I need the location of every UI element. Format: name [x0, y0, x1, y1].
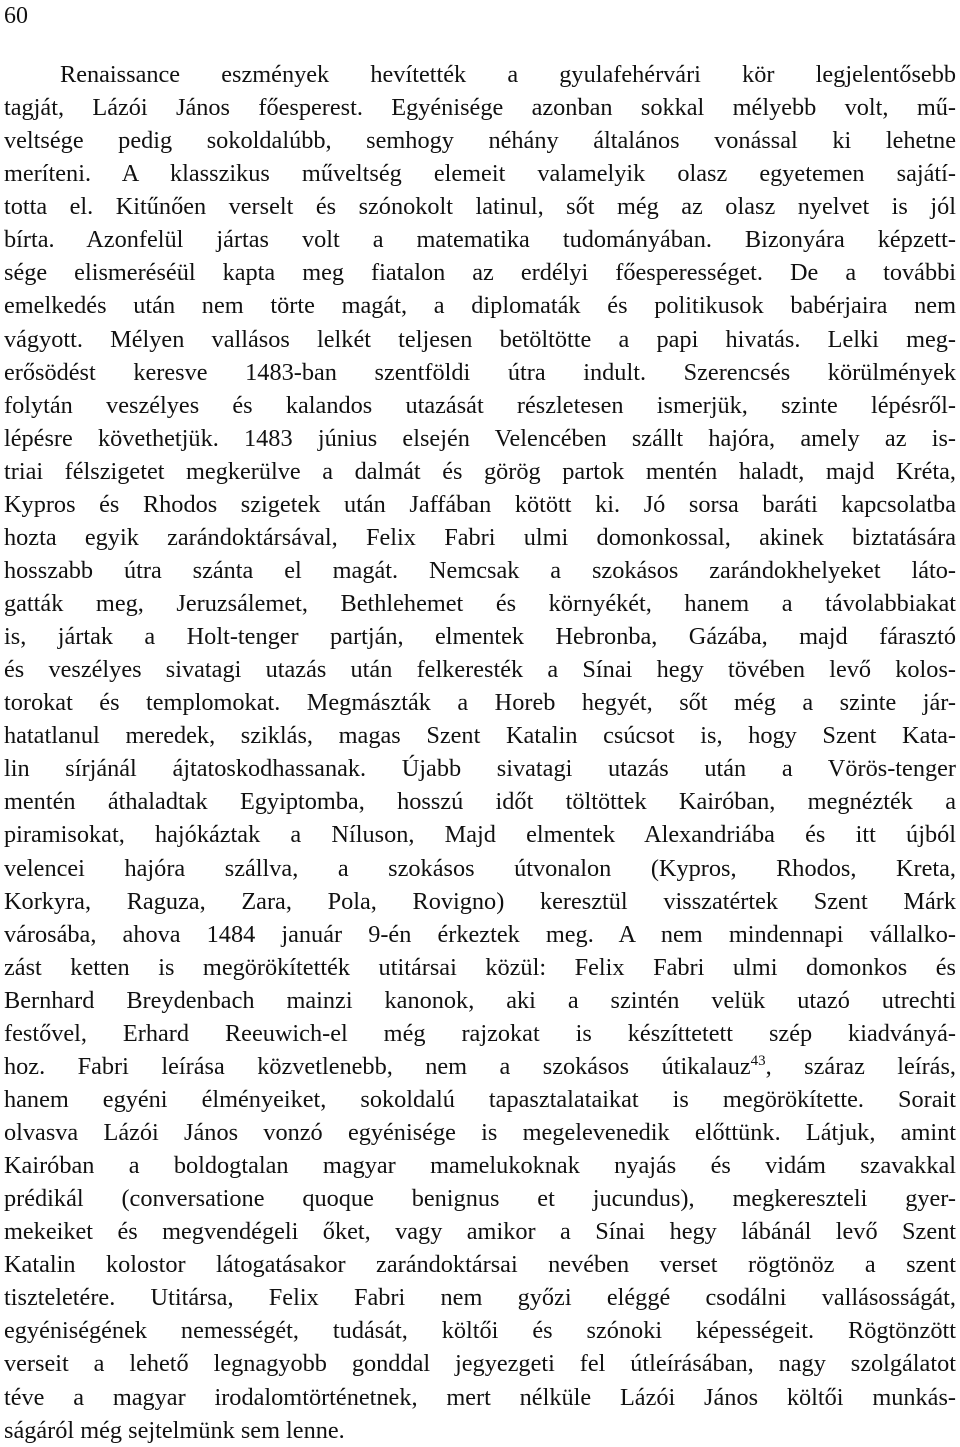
text-line: és veszélyes sivatagi utazás után felkeresték a Sínai hegy tövében levő kolos-: [4, 656, 956, 684]
text-line: olvasva Lázói János vonzó egyénisége is megelevenedik előttünk. Látjuk, amint: [4, 1119, 956, 1146]
text-line: prédikál (conversatione quoque benignus et jucundus), megkereszteli gyer-: [4, 1185, 956, 1213]
text-line: tagját, Lázói János főesperest. Egyénisége azonban sokkal mélyebb volt, mű-: [4, 94, 956, 122]
text-line: folytán veszélyes és kalandos utazását részletesen ismerjük, szinte lépésről-: [4, 391, 956, 419]
text-line: Kypros és Rhodos szigetek után Jaffában kötött ki. Jó sorsa baráti kapcsolatba: [4, 490, 956, 518]
text-line: mekeiket és megvendégeli őket, vagy amikor a Sínai hegy lábánál levő Szent: [4, 1218, 956, 1246]
text-line-with-footnote: [4, 1050, 956, 1083]
text-line: tiszteletére. Utitársa, Felix Fabri nem győzi eléggé csodálni vallásosságát,: [4, 1284, 956, 1312]
text-line: hosszabb útra szánta el magát. Nemcsak a szokásos zarándokhelyeket láto-: [4, 556, 956, 584]
text-line: Renaissance eszmények hevítették a gyulafehérvári kör legjelentősebb: [60, 61, 956, 88]
text-line: emelkedés után nem törte magát, a diplomaták és politikusok babérjaira nem: [4, 292, 956, 320]
text-line: mentén áthaladtak Egyiptomba, hosszú időt töltöttek Kairóban, megnézték a: [4, 788, 956, 816]
text-line: totta el. Kitűnően verselt és szónokolt latinul, sőt még az olasz nyelvet is jól: [4, 193, 956, 221]
text-line: festővel, Erhard Reeuwich-el még rajzokat is készíttetett szép kiadványá-: [4, 1019, 956, 1047]
text-line: Kairóban a boldogtalan magyar mamelukoknak nyajás és vidám szavakkal: [4, 1152, 956, 1180]
text-line: sége elismeréséül kapta meg fiatalon az erdélyi főesperességet. De a további: [4, 259, 956, 287]
text-line: hozta egyik zarándoktársával, Felix Fabri ulmi domonkossal, akinek biztatására: [4, 523, 956, 551]
text-line: velencei hajóra szállva, a szokásos útvonalon (Kypros, Rhodos, Kreta,: [4, 854, 956, 882]
text-line: bírta. Azonfelül jártas volt a matematika tudományában. Bizonyára képzett-: [4, 226, 956, 254]
text-line: lin sírjánál ájtatoskodhassanak. Újabb sivatagi utazás után a Vörös-tenger: [4, 755, 956, 783]
text-line: városába, ahova 1484 január 9-én érkeztek meg. A nem mindennapi vállalko-: [4, 920, 956, 948]
text-line: ságáról még sejtelmünk sem lenne.: [4, 1416, 345, 1444]
text-line: veltsége pedig sokoldalúbb, semhogy néhány általános vonással ki lehetne: [4, 127, 956, 155]
text-line: hanem egyéni élményeiket, sokoldalú tapasztalataikat is megörökítette. Sorait: [4, 1085, 956, 1113]
text-line: Katalin kolostor látogatásakor zarándoktársai nevében verset rögtönöz a szent: [4, 1251, 956, 1279]
text-line: is, jártak a Holt-tenger partján, elmentek Hebronba, Gázába, majd fárasztó: [4, 623, 956, 651]
text-line: zást ketten is megörökítették utitársai közül: Felix Fabri ulmi domonkos és: [4, 953, 956, 981]
footnote-reference: 43: [750, 1052, 766, 1069]
text-segment: , száraz leírás,: [765, 1052, 956, 1080]
body-paragraph: [4, 58, 956, 1447]
text-line: triai félszigetet megkerülve a dalmát és görög partok mentén haladt, majd Kréta,: [4, 457, 956, 485]
text-line: torokat és templomokat. Megmászták a Horeb hegyét, sőt még a szinte jár-: [4, 689, 956, 717]
text-line: gatták meg, Jeruzsálemet, Bethlehemet és környékét, hanem a távolabbiakat: [4, 590, 956, 617]
text-line: meríteni. A klasszikus műveltség elemeit valamelyik olasz egyetemen sajátí-: [4, 160, 956, 188]
text-line: piramisokat, hajókáztak a Níluson, Majd elmentek Alexandriába és itt újból: [4, 821, 956, 849]
text-line: téve a magyar irodalomtörténetnek, mert nélküle Lázói János költői munkás-: [4, 1383, 956, 1411]
text-line: verseit a lehető legnagyobb gonddal jegyezgeti fel útleírásában, nagy szolgálatot: [4, 1350, 956, 1378]
text-line: erősödést keresve 1483-ban szentföldi útra indult. Szerencsés körülmények: [4, 358, 956, 386]
text-line: lépésre követhetjük. 1483 június elsején Velencében szállt hajóra, amely az is-: [4, 424, 956, 452]
text-line: egyéniségének nemességét, tudását, költői és szónoki képességeit. Rögtönzött: [4, 1317, 956, 1345]
text-line: Bernhard Breydenbach mainzi kanonok, aki a szintén velük utazó utrechti: [4, 986, 956, 1014]
page-number: 60: [4, 3, 28, 29]
text-line: Korkyra, Raguza, Zara, Pola, Rovigno) keresztül visszatértek Szent Márk: [4, 887, 956, 915]
text-segment: hoz. Fabri leírása közvetlenebb, nem a szokásos útikalauz: [4, 1052, 751, 1080]
text-line: vágyott. Mélyen vallásos lelkét teljesen betöltötte a papi hivatás. Lelki meg-: [4, 325, 956, 353]
text-line: hatatlanul meredek, sziklás, magas Szent Katalin csúcsot is, hogy Szent Kata-: [4, 722, 956, 750]
